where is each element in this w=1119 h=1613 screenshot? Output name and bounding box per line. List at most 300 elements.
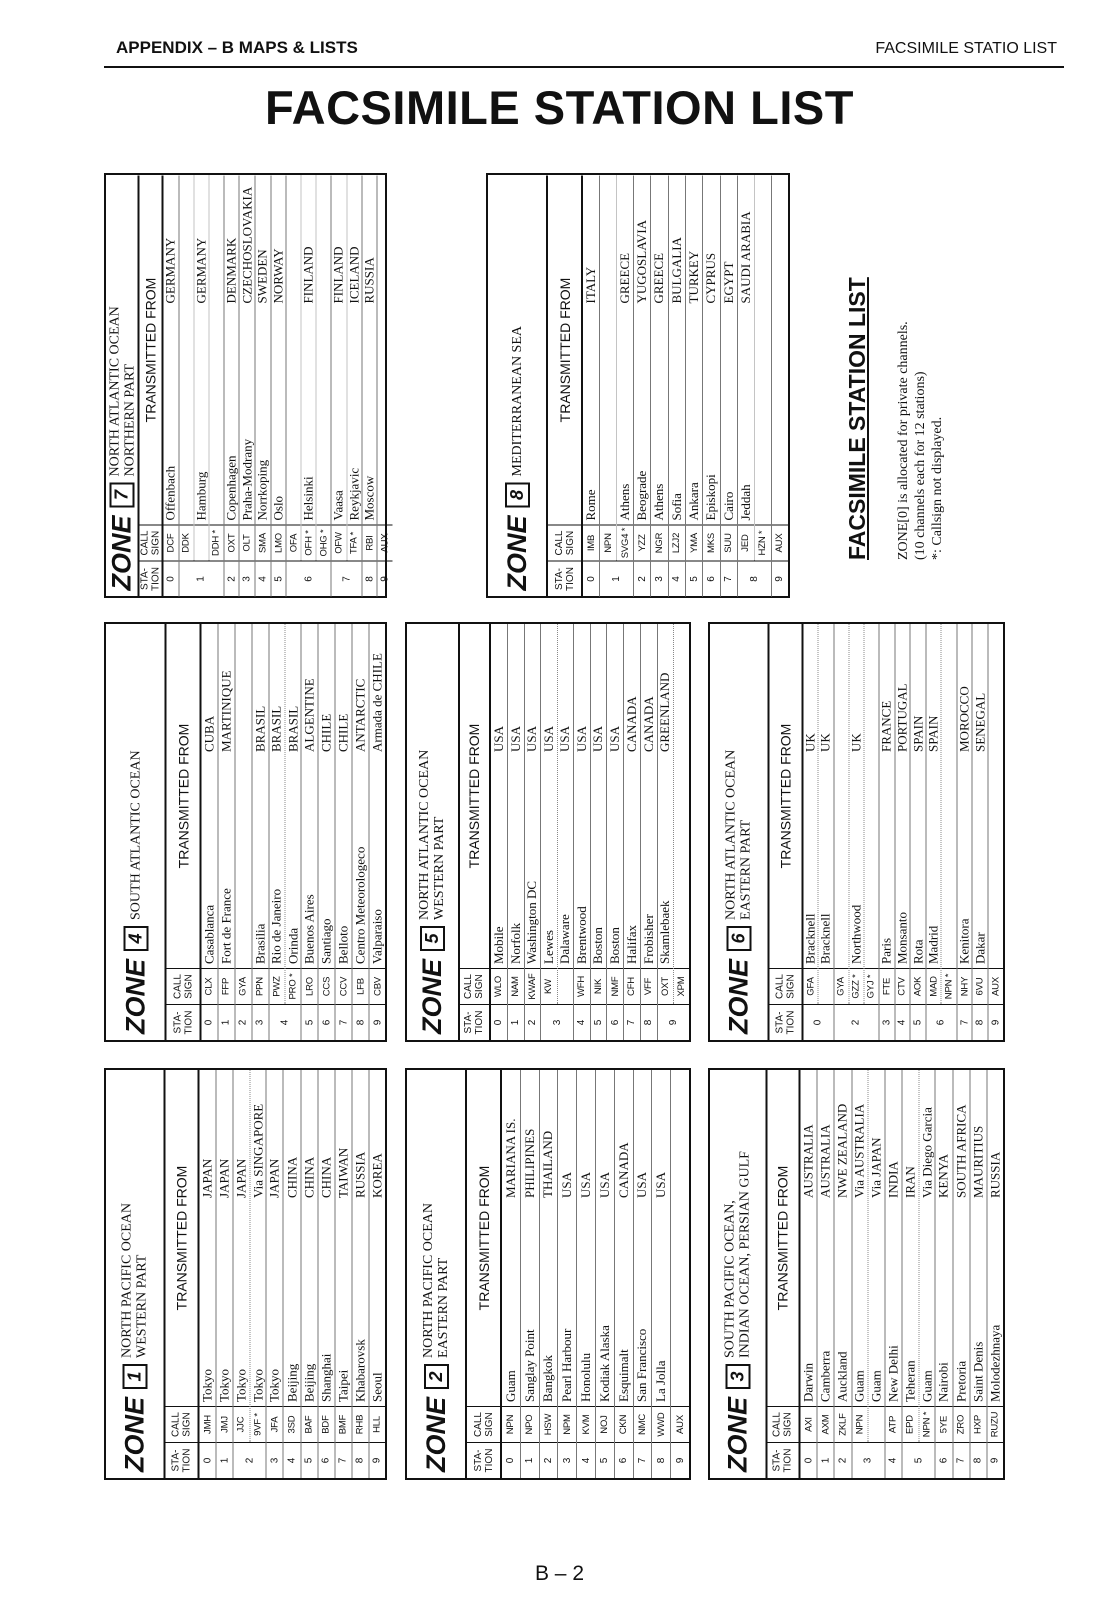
call-sign: GYA: [834, 968, 848, 1004]
station-entry: [318, 1070, 334, 1442]
station-entries: [721, 175, 737, 560]
station-entry: [249, 1070, 266, 1442]
station-country: CHINA: [300, 1156, 316, 1198]
station-number: 6: [703, 560, 719, 596]
station-city: Praha-Modrany: [238, 438, 254, 520]
call-sign: GZZ *: [849, 968, 863, 1004]
station-entry: [953, 1070, 969, 1442]
call-sign: 6VU: [972, 968, 987, 1004]
station-entry: [335, 1070, 351, 1442]
station-entries: [508, 624, 524, 1004]
station-city: Fort de France: [217, 888, 233, 964]
station-entries: [199, 1070, 215, 1442]
station-entry: [669, 175, 685, 560]
call-sign: NPN: [852, 1406, 868, 1442]
call-sign: JED: [738, 524, 754, 560]
station-city: Molodezhnaya: [986, 1324, 1002, 1402]
station-entry: [867, 1070, 884, 1442]
station-city: Bracknell: [802, 913, 818, 964]
station-entry: [918, 1070, 935, 1442]
call-sign: KWAF: [525, 968, 541, 1004]
call-sign: VFF: [641, 968, 657, 1004]
station-number: 9: [369, 1004, 385, 1040]
station-entries: [352, 624, 368, 1004]
station-entry: [271, 175, 286, 560]
station-city: Skamlebaek: [657, 900, 673, 964]
station-number: 7: [335, 1442, 351, 1478]
station-country: MARTINIQUE: [217, 670, 233, 752]
station-country: MOROCCO: [956, 686, 972, 752]
station-number: 0: [163, 560, 178, 596]
station-entries: [377, 175, 392, 560]
zone-label: ZONE: [118, 1396, 149, 1472]
station-row: [558, 1070, 577, 1478]
station-column-header: STA- TION: [460, 1004, 489, 1040]
station-number: 2: [224, 560, 239, 596]
station-entry: [233, 1070, 249, 1442]
station-column-header: STA- TION: [548, 560, 581, 596]
zone-region-line: NORTH ATLANTIC OCEAN: [106, 305, 122, 476]
station-entry: [591, 624, 607, 1004]
station-row: [686, 175, 703, 596]
station-entries: [686, 175, 702, 560]
station-row: [218, 624, 235, 1040]
zone-region: [119, 1203, 149, 1358]
zone-label: ZONE: [722, 958, 753, 1034]
zone-number: 4: [123, 926, 148, 951]
station-row: [163, 175, 179, 596]
station-number: 4: [885, 1442, 901, 1478]
station-city: Lewes: [540, 930, 556, 964]
station-entry: [817, 624, 832, 1004]
station-number: 1: [817, 1442, 833, 1478]
station-row: [331, 175, 361, 596]
station-number: 9: [988, 1004, 1003, 1040]
station-entry: [848, 624, 863, 1004]
station-city: Tokyo: [232, 1368, 248, 1402]
station-entry: [286, 175, 300, 560]
station-country: TAIWAN: [334, 1147, 350, 1198]
zone-header: [106, 1070, 165, 1478]
zone-region-line: NORTH PACIFIC OCEAN: [119, 1202, 135, 1358]
column-headers: [548, 175, 583, 596]
station-country: USA: [590, 725, 606, 752]
station-rows: [583, 175, 788, 596]
call-sign: AXI: [800, 1406, 816, 1442]
station-entries: [269, 624, 301, 1004]
call-sign: CFH: [624, 968, 640, 1004]
station-country: SOUTH AFRICA: [952, 1104, 968, 1198]
station-number: 8: [972, 1004, 987, 1040]
call-sign: PWZ: [269, 968, 284, 1004]
zone-label: ZONE: [119, 958, 150, 1034]
station-row: [658, 624, 690, 1040]
zone-label: ZONE: [721, 1396, 752, 1472]
station-row: [772, 175, 788, 596]
station-number: 2: [233, 1442, 265, 1478]
station-number: 0: [201, 1004, 217, 1040]
call-sign: NPM: [558, 1406, 576, 1442]
station-column-header: STA- TION: [166, 1004, 199, 1040]
call-sign: AUX: [671, 1406, 689, 1442]
call-sign: KW: [541, 968, 556, 1004]
station-entry: [239, 175, 254, 560]
station-entry: [352, 624, 368, 1004]
call-sign: NPO: [521, 1406, 539, 1442]
call-sign: NIK: [591, 968, 607, 1004]
station-row: [651, 175, 668, 596]
station-city: Athens: [617, 483, 633, 520]
station-entries: [235, 624, 251, 1004]
station-entries: [369, 1070, 385, 1442]
station-entries: [591, 624, 607, 1004]
call-sign: OXT: [658, 968, 673, 1004]
station-country: USA: [596, 1171, 612, 1198]
station-row: [574, 624, 591, 1040]
station-row: [671, 1070, 689, 1478]
station-entry: [269, 624, 284, 1004]
call-sign: AUX: [377, 524, 392, 560]
station-column-header: STA- TION: [139, 560, 161, 596]
station-entries: [671, 1070, 689, 1442]
station-entry: [255, 175, 270, 560]
header-rule: [104, 66, 1064, 68]
station-entry: [491, 624, 507, 1004]
station-entry: [935, 1070, 951, 1442]
station-country: RUSSIA: [986, 1151, 1002, 1198]
station-entry: [615, 1070, 633, 1442]
note-line: (10 channels each for 12 stations): [913, 371, 928, 560]
call-sign: WLO: [491, 968, 507, 1004]
station-entries: [224, 175, 239, 560]
station-country: USA: [578, 1171, 594, 1198]
station-entry: [641, 624, 657, 1004]
station-row: [834, 624, 879, 1040]
station-entries: [834, 624, 878, 1004]
transmitted-from-header: TRANSMITTED FROM: [174, 723, 191, 869]
station-number: 5: [271, 560, 286, 596]
station-row: [216, 1070, 233, 1478]
station-rows: [199, 1070, 385, 1478]
station-column-header: STA- TION: [769, 1004, 801, 1040]
station-row: [600, 175, 634, 596]
station-city: Guam: [851, 1370, 867, 1402]
station-row: [596, 1070, 615, 1478]
station-entry: [201, 624, 217, 1004]
station-city: Sanglay Point: [521, 1329, 537, 1402]
station-city: Jeddah: [737, 483, 753, 520]
zone-label: ZONE: [420, 1396, 451, 1472]
zone-header: [407, 624, 460, 1040]
station-number: 5: [301, 1442, 317, 1478]
call-sign: KVM: [577, 1406, 595, 1442]
station-country: USA: [573, 725, 589, 752]
call-sign: RUZU: [987, 1406, 1003, 1442]
call-sign: BDF: [318, 1406, 334, 1442]
station-column-header: STA- TION: [467, 1442, 500, 1478]
station-country: UK: [847, 733, 863, 752]
station-entries: [541, 624, 573, 1004]
station-number: 9: [377, 560, 392, 596]
station-row: [803, 624, 834, 1040]
call-sign: [558, 968, 573, 1004]
station-entry: [577, 1070, 595, 1442]
station-row: [179, 175, 224, 596]
station-entry: [895, 624, 910, 1004]
station-entries: [331, 175, 360, 560]
station-entry: [216, 1070, 232, 1442]
station-entries: [651, 175, 667, 560]
call-sign: HZN *: [755, 524, 771, 560]
call-sign: WFH: [574, 968, 590, 1004]
page-title: FACSIMILE STATION LIST: [265, 81, 854, 134]
station-city: Oslo: [270, 495, 286, 520]
call-sign: 5YE: [935, 1406, 951, 1442]
station-country: MAURITIUS: [969, 1125, 985, 1198]
station-country: CHINA: [283, 1156, 299, 1198]
station-rows: [800, 1070, 1003, 1478]
call-sign: ZKLF: [834, 1406, 850, 1442]
station-entries: [335, 624, 351, 1004]
station-number: 3: [651, 560, 667, 596]
station-number: 7: [335, 1004, 351, 1040]
station-entries: [957, 624, 972, 1004]
station-entry: [508, 624, 524, 1004]
station-row: [652, 1070, 671, 1478]
station-number: 5: [591, 1004, 607, 1040]
station-entries: [283, 1070, 299, 1442]
call-sign: CCV: [335, 968, 351, 1004]
station-country: CUBA: [200, 715, 216, 752]
station-entries: [491, 624, 507, 1004]
station-city: Helsinki: [300, 475, 316, 520]
station-number: 1: [216, 1442, 232, 1478]
station-number: 9: [987, 1442, 1003, 1478]
station-city: Reykjavic: [345, 467, 361, 520]
station-entry: [634, 1070, 652, 1442]
station-entries: [987, 1070, 1003, 1442]
station-country: JAPAN: [216, 1158, 232, 1198]
station-city: Brentwood: [573, 906, 589, 964]
station-entries: [301, 624, 317, 1004]
call-sign: NOJ: [596, 1406, 614, 1442]
station-row: [301, 1070, 318, 1478]
station-entry: [369, 624, 385, 1004]
station-entries: [669, 175, 685, 560]
zone-header: [710, 624, 769, 1040]
transmitted-from-header: TRANSMITTED FROM: [556, 277, 573, 422]
station-row: [624, 624, 641, 1040]
station-entries: [201, 624, 217, 1004]
zone-number: 5: [420, 926, 445, 951]
station-rows: [201, 624, 385, 1040]
station-country: CHINA: [317, 1156, 333, 1198]
station-number: 1: [600, 560, 633, 596]
call-sign-column-header: CALL SIGN: [139, 524, 161, 560]
station-entries: [252, 624, 268, 1004]
call-sign: OXT: [224, 524, 239, 560]
station-country: CANADA: [623, 696, 639, 752]
station-number: 6: [318, 1004, 334, 1040]
station-entry: [362, 175, 377, 560]
station-entry: [208, 175, 223, 560]
station-city: Frobisher: [640, 914, 656, 964]
station-entry: [834, 1070, 850, 1442]
station-entry: [800, 1070, 816, 1442]
call-sign-column-header: CALL SIGN: [467, 1406, 500, 1442]
station-entry: [352, 1070, 368, 1442]
station-city: Valparaiso: [369, 909, 385, 964]
station-entries: [885, 1070, 901, 1442]
station-entry: [583, 175, 599, 560]
station-city: Belloto: [335, 925, 351, 964]
note-line: ZONE[0] is allocated for private channels.: [896, 321, 911, 560]
station-city: Kenitora: [956, 918, 972, 964]
station-entries: [852, 1070, 884, 1442]
station-row: [283, 1070, 300, 1478]
zone-region: [421, 1203, 451, 1358]
station-entries: [703, 175, 719, 560]
station-row: [362, 175, 378, 596]
station-number: 8: [352, 1442, 368, 1478]
station-row: [634, 1070, 653, 1478]
station-city: Buenos Aires: [301, 894, 317, 964]
call-sign: BAF: [301, 1406, 317, 1442]
station-country: BULGALIA: [668, 236, 684, 303]
station-entry: [318, 624, 334, 1004]
zone-number: 6: [726, 926, 751, 951]
station-country: GREECE: [651, 252, 667, 303]
station-entries: [577, 1070, 595, 1442]
station-row: [935, 1070, 952, 1478]
call-sign: CBV: [369, 968, 385, 1004]
call-sign: [194, 524, 208, 560]
station-entries: [988, 624, 1003, 1004]
call-sign: BMF: [335, 1406, 351, 1442]
station-row: [318, 624, 335, 1040]
zone-header: [488, 175, 548, 596]
station-row: [239, 175, 255, 596]
station-city: Vaasa: [330, 489, 346, 520]
station-entries: [540, 1070, 558, 1442]
station-entry: [721, 175, 737, 560]
station-entry: [301, 624, 317, 1004]
call-sign: AOK: [910, 968, 925, 1004]
station-entries: [233, 1070, 265, 1442]
call-sign: LZJ2: [669, 524, 685, 560]
station-city: Pretoria: [952, 1360, 968, 1402]
station-country: CHILE: [335, 713, 351, 752]
station-city: Copenhagen: [223, 455, 239, 520]
station-city: Brasilia: [251, 923, 267, 964]
station-entries: [803, 624, 833, 1004]
station-city: Khabarovsk: [351, 1339, 367, 1402]
station-country: CANADA: [615, 1142, 631, 1198]
station-entries: [926, 624, 956, 1004]
station-city: Ankara: [686, 481, 702, 520]
call-sign: CLX: [201, 968, 217, 1004]
station-entries: [369, 624, 385, 1004]
station-entries: [658, 624, 690, 1004]
station-city: Episkopi: [703, 473, 719, 520]
station-city: Pearl Harbour: [559, 1328, 575, 1402]
station-entries: [286, 175, 330, 560]
transmitted-from-header: TRANSMITTED FROM: [172, 1165, 189, 1311]
station-entry: [970, 1070, 986, 1442]
station-entry: [651, 175, 667, 560]
call-sign: PRO *: [285, 968, 300, 1004]
station-number: 5: [301, 1004, 317, 1040]
station-entries: [525, 624, 541, 1004]
station-entries: [634, 175, 650, 560]
call-sign: OFH *: [301, 524, 315, 560]
station-entries: [910, 624, 925, 1004]
station-city: Centro Meteorologeco: [352, 846, 368, 964]
station-entry: [218, 624, 234, 1004]
station-row: [271, 175, 287, 596]
station-entry: [607, 624, 623, 1004]
station-number: 5: [902, 1442, 934, 1478]
call-sign: JMJ: [216, 1406, 232, 1442]
call-sign: OFA: [286, 524, 300, 560]
call-sign: [818, 968, 832, 1004]
station-city: Paris: [878, 938, 894, 964]
station-number: 1: [508, 1004, 524, 1040]
station-row: [721, 175, 738, 596]
station-entries: [634, 1070, 652, 1442]
call-sign: FFP: [218, 968, 234, 1004]
station-city: Camberra: [817, 1350, 833, 1402]
station-entry: [634, 175, 650, 560]
station-country: ANTARCTIC: [352, 678, 368, 752]
station-entries: [652, 1070, 670, 1442]
station-number: 1: [521, 1442, 539, 1478]
station-number: 0: [199, 1442, 215, 1478]
station-city: Bracknell: [817, 913, 833, 964]
station-entries: [817, 1070, 833, 1442]
station-row: [266, 1070, 283, 1478]
station-row: [800, 1070, 817, 1478]
station-number: 6: [926, 1004, 956, 1040]
station-number: 6: [607, 1004, 623, 1040]
station-number: 4: [283, 1442, 299, 1478]
zone-8-table: [486, 173, 790, 598]
zone-region: [510, 325, 525, 476]
station-entry: [863, 624, 878, 1004]
station-entry: [199, 1070, 215, 1442]
station-row: [377, 175, 392, 596]
station-row: [233, 1070, 266, 1478]
notes-panel: [840, 200, 1000, 560]
station-number: 9: [658, 1004, 690, 1040]
station-entries: [362, 175, 377, 560]
station-country: SENEGAL: [971, 692, 987, 752]
call-sign: AUX: [988, 968, 1003, 1004]
station-country: ALGENTINE: [301, 678, 317, 752]
station-city: Athens: [651, 483, 667, 520]
station-entries: [558, 1070, 576, 1442]
station-entries: [895, 624, 910, 1004]
station-entries: [266, 1070, 282, 1442]
zone-header: [407, 1070, 467, 1478]
zone-header: [106, 624, 166, 1040]
station-country: AUSTRALIA: [817, 1124, 833, 1198]
station-entry: [525, 624, 541, 1004]
zone-6-table: [708, 622, 1005, 1042]
station-city: Saint Denis: [969, 1341, 985, 1402]
station-entry: [957, 624, 972, 1004]
station-number: 6: [286, 560, 330, 596]
